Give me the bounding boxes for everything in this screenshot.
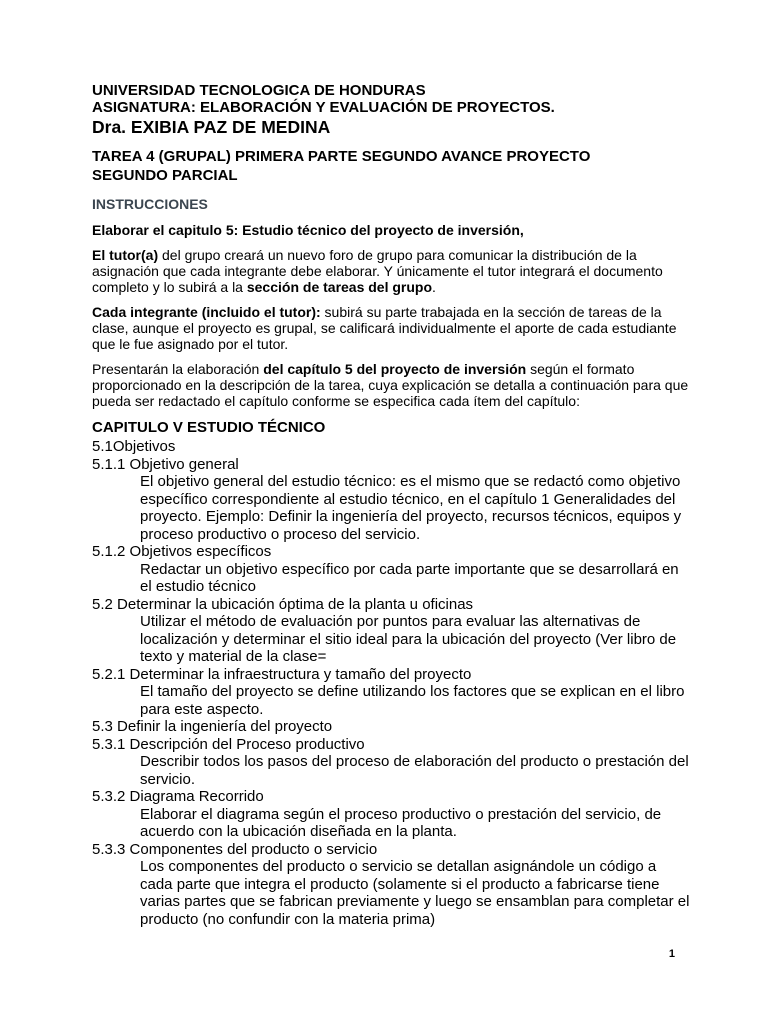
tutor-paragraph — [92, 247, 692, 295]
outline-item: 5.3.1 Descripción del Proceso productivo — [92, 735, 365, 753]
tutor-end: . — [432, 279, 436, 295]
outline-description: Los componentes del producto o servicio se detallan asignándole un código a cada parte que integra el producto (solamente si el producto a fabricarse tiene varias partes que se fabrican previamente y luego se ensamblan para completar el producto (no confundir con la materia prima) — [140, 858, 690, 928]
outline-item: 5.3 Definir la ingeniería del proyecto — [92, 718, 333, 735]
member-paragraph — [92, 304, 692, 352]
outline-description: El objetivo general del estudio técnico: es el mismo que se redactó como objetivo específico correspondiente al estudio técnico, en el capítulo 1 Generalidades del proyecto. Ejemplo: Definir la ingeniería del proyecto, recursos técnicos, equipos y proceso productivo o proceso del servicio. — [140, 473, 682, 543]
outline-item: 5.3.3 Componentes del producto o servicio — [92, 840, 378, 858]
task-title-line2: SEGUNDO PARCIAL — [92, 167, 238, 184]
instructions-heading: INSTRUCCIONES — [92, 196, 208, 212]
tutor-label: El tutor(a) — [92, 247, 159, 263]
university-name: UNIVERSIDAD TECNOLOGICA DE HONDURAS — [92, 82, 426, 99]
tutor-text: del grupo creará un nuevo foro de grupo para comunicar la distribución de la asignación que cada integrante debe elaborar. Y únicamente el tutor integrará el documento completo y lo subirá a la — [92, 247, 663, 295]
outline-item: 5.1.2 Objetivos específicos — [92, 543, 272, 560]
outline-item: 5.2 Determinar la ubicación óptima de la planta u oficinas — [92, 595, 474, 613]
outline-item: 5.1.1 Objetivo general — [92, 455, 239, 473]
document-page — [92, 82, 692, 928]
outline-item: 5.3.2 Diagrama Recorrido — [92, 788, 264, 805]
task-title-line1: TAREA 4 (GRUPAL) PRIMERA PARTE SEGUNDO AVANCE PROYECTO — [92, 148, 591, 165]
outline-description: Redactar un objetivo específico por cada parte importante que se desarrollará en el estudio técnico — [140, 560, 679, 595]
chapter-instruction — [92, 222, 692, 238]
member-text: subirá su parte trabajada en la sección de tareas de la clase, aunque el proyecto es grupal, se calificará individualmente el aporte de cada estudiante que le fue asignado por el tutor. — [92, 304, 677, 352]
present-start: Presentarán la elaboración — [92, 361, 264, 377]
present-end: según el formato proporcionado en la descripción de la tarea, cuya explicación se detalla a continuación para que pueda ser redactado el capítulo conforme se especifica cada ítem del capítulo: — [92, 361, 689, 409]
present-paragraph — [92, 361, 692, 409]
outline-item: 5.2.1 Determinar la infraestructura y tamaño del proyecto — [92, 665, 472, 683]
outline-description: Utilizar el método de evaluación por puntos para evaluar las alternativas de localización y determinar el sitio ideal para la ubicación del proyecto (Ver libro de texto y material de la clase= — [140, 613, 677, 665]
outline-item: 5.1Objetivos — [92, 438, 176, 455]
present-bold: del capítulo 5 del proyecto de inversión — [263, 361, 527, 377]
task-title — [92, 147, 692, 185]
professor-name: Dra. EXIBIA PAZ DE MEDINA — [92, 117, 331, 137]
chapter-instruction-text: Elaborar el capitulo 5: Estudio técnico del proyecto de inversión, — [92, 222, 524, 238]
chapter-title: CAPITULO V ESTUDIO TÉCNICO — [92, 419, 326, 436]
member-label: Cada integrante (incluido el tutor): — [92, 304, 321, 320]
outline-description: El tamaño del proyecto se define utilizando los factores que se explican en el libro para este aspecto. — [140, 683, 685, 718]
subject-title: ASIGNATURA: ELABORACIÓN Y EVALUACIÓN DE PROYECTOS. — [92, 99, 555, 116]
tutor-section-label: sección de tareas del grupo — [246, 279, 433, 295]
page-number: 1 — [668, 948, 675, 960]
chapter-outline — [92, 438, 692, 928]
outline-description: Describir todos los pasos del proceso de elaboración del producto o prestación del servicio. — [140, 753, 689, 788]
outline-description: Elaborar el diagrama según el proceso productivo o prestación del servicio, de acuerdo con la ubicación diseñada en la planta. — [140, 805, 662, 840]
